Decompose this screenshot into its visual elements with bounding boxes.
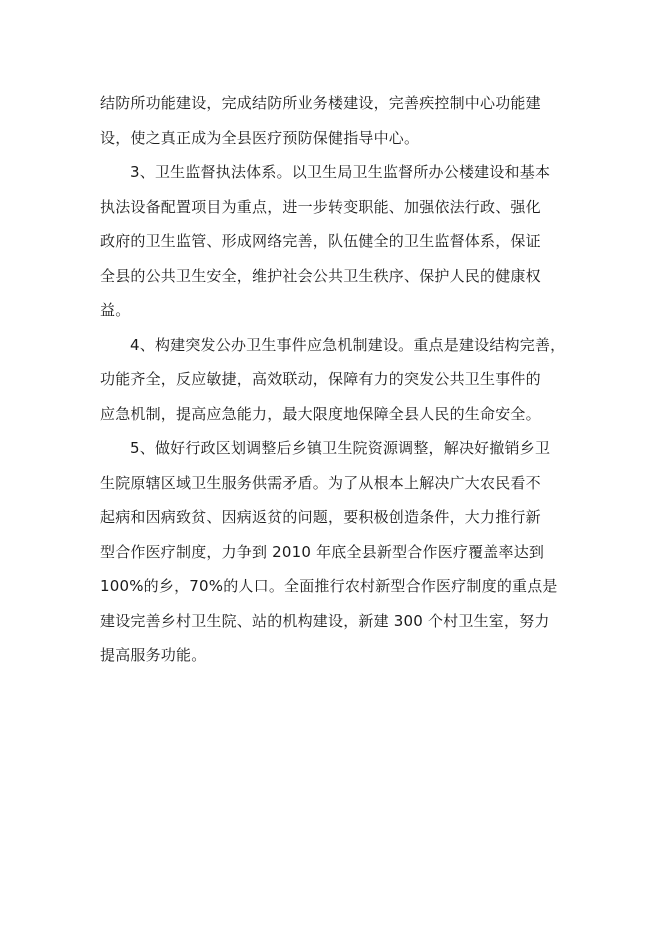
text-line: 型合作医疗制度，力争到 2010 年底全县新型合作医疗覆盖率达到 xyxy=(100,542,545,561)
paragraph-5-start: 5、做好行政区划调整后乡镇卫生院资源调整，解决好撤销乡卫 xyxy=(130,439,551,457)
text-line: 提高服务功能。 xyxy=(100,646,207,664)
text-line: 建设完善乡村卫生院、站的机构建设，新建 300 个村卫生室，努力 xyxy=(100,611,550,630)
text-line: 结防所功能建设，完成结防所业务楼建设，完善疾控制中心功能建 xyxy=(100,94,541,112)
body-text xyxy=(100,86,580,673)
paragraph-3-start: 3、卫生监督执法体系。以卫生局卫生监督所办公楼建设和基本 xyxy=(130,163,551,181)
text-line: 应急机制，提高应急能力，最大限度地保障全县人民的生命安全。 xyxy=(100,404,541,423)
text-line: 政府的卫生监管、形成网络完善，队伍健全的卫生监督体系，保证 xyxy=(100,232,541,250)
text-line: 全县的公共卫生安全，维护社会公共卫生秩序、保护人民的健康权 xyxy=(100,266,541,285)
paragraph-4-start: 4、构建突发公办卫生事件应急机制建设。重点是建设结构完善， xyxy=(130,335,566,354)
text-line: 功能齐全，反应敏捷，高效联动，保障有力的突发公共卫生事件的 xyxy=(100,370,541,388)
text-line: 益。 xyxy=(100,301,131,319)
text-line: 100%的乡，70%的人口。全面推行农村新型合作医疗制度的重点是 xyxy=(100,577,558,595)
text-line: 起病和因病致贫、因病返贫的问题，要积极创造条件，大力推行新 xyxy=(100,508,541,526)
text-line: 设，使之真正成为全县医疗预防保健指导中心。 xyxy=(100,128,420,147)
text-line: 生院原辖区域卫生服务供需矛盾。为了从根本上解决广大农民看不 xyxy=(100,473,541,492)
text-line: 执法设备配置项目为重点，进一步转变职能、加强依法行政、强化 xyxy=(100,197,541,216)
